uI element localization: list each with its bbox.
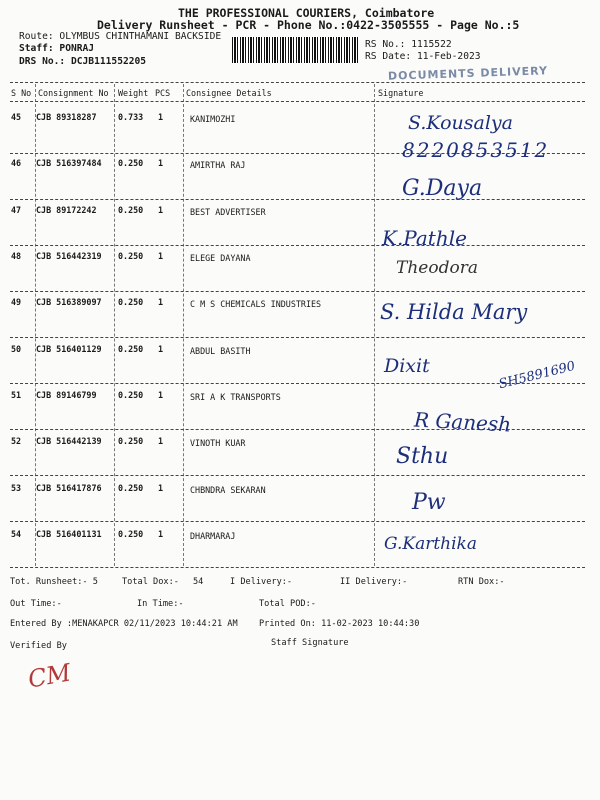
entered-by: Entered By :MENAKAPCR 02/11/2023 10:44:21 AM xyxy=(10,619,238,629)
route-label: Route: OLYMBUS CHINTHAMANI BACKSIDE xyxy=(19,31,222,42)
rs-number: RS No.: 1115522 xyxy=(365,39,452,50)
total-dox-value: 54 xyxy=(193,577,204,587)
row-sno: 51 xyxy=(11,390,22,400)
row-consignee: DHARMARAJ xyxy=(190,531,236,541)
row-pcs: 1 xyxy=(158,158,164,168)
header-rule xyxy=(10,101,585,102)
row-pcs: 1 xyxy=(158,251,164,261)
row-weight: 0.250 xyxy=(118,529,144,539)
barcode xyxy=(232,37,360,63)
row-consignment: CJB 516442319 xyxy=(36,251,102,261)
row-consignment: CJB 516417876 xyxy=(36,483,102,493)
row-consignee: ELEGE DAYANA xyxy=(190,253,251,263)
documents-delivery-stamp: DOCUMENTS DELIVERY xyxy=(387,64,549,83)
in-time: In Time:- xyxy=(137,599,184,609)
row-weight: 0.250 xyxy=(118,205,144,215)
total-pod: Total POD:- xyxy=(259,599,316,609)
signature-handwriting: 8220853512 xyxy=(402,138,550,162)
row-sno: 47 xyxy=(11,205,22,215)
row-consignment: CJB 516401129 xyxy=(36,344,102,354)
row-weight: 0.250 xyxy=(118,158,144,168)
rtn-dox: RTN Dox:- xyxy=(458,577,505,587)
row-weight: 0.733 xyxy=(118,112,144,122)
table-top-rule xyxy=(10,82,585,83)
staff-label: Staff: PONRAJ xyxy=(19,43,95,54)
staff-signature-label: Staff Signature xyxy=(271,638,349,648)
tot-runsheet: Tot. Runsheet:- 5 xyxy=(10,577,98,587)
row-sno: 45 xyxy=(11,112,22,122)
company-title: THE PROFESSIONAL COURIERS, Coimbatore xyxy=(178,6,435,20)
row-pcs: 1 xyxy=(158,205,164,215)
printed-on: Printed On: 11-02-2023 10:44:30 xyxy=(259,619,420,629)
row-rule xyxy=(10,521,585,522)
row-consignee: CHBNDRA SEKARAN xyxy=(190,485,266,495)
row-consignment: CJB 516389097 xyxy=(36,297,102,307)
row-weight: 0.250 xyxy=(118,344,144,354)
header-pcs: PCS xyxy=(155,88,171,98)
signature-handwriting: Sthu xyxy=(396,444,449,469)
row-sno: 50 xyxy=(11,344,22,354)
ii-delivery: II Delivery:- xyxy=(340,577,408,587)
out-time: Out Time:- xyxy=(10,599,62,609)
row-pcs: 1 xyxy=(158,436,164,446)
column-divider xyxy=(35,84,36,566)
signature-handwriting: Dixit xyxy=(384,355,430,377)
row-weight: 0.250 xyxy=(118,483,144,493)
signature-handwriting: SH5891690 xyxy=(497,358,577,393)
drs-number: DRS No.: DCJB111552205 xyxy=(19,56,147,67)
signature-handwriting: G.Daya xyxy=(402,176,483,201)
column-divider xyxy=(183,84,184,566)
row-rule xyxy=(10,245,585,246)
column-divider xyxy=(374,84,375,566)
signature-handwriting: S. Hilda Mary xyxy=(380,300,528,324)
row-consignment: CJB 516397484 xyxy=(36,158,102,168)
row-consignee: SRI A K TRANSPORTS xyxy=(190,392,281,402)
row-sno: 54 xyxy=(11,529,22,539)
row-pcs: 1 xyxy=(158,529,164,539)
row-rule xyxy=(10,337,585,338)
i-delivery: I Delivery:- xyxy=(230,577,293,587)
row-weight: 0.250 xyxy=(118,436,144,446)
header-signature: Signature xyxy=(378,88,424,98)
row-pcs: 1 xyxy=(158,112,164,122)
rs-date: RS Date: 11-Feb-2023 xyxy=(365,51,481,62)
header-consignment: Consignment No xyxy=(38,88,109,98)
row-consignment: CJB 516401131 xyxy=(36,529,102,539)
row-sno: 48 xyxy=(11,251,22,261)
verified-initials: CM xyxy=(25,658,74,694)
row-weight: 0.250 xyxy=(118,390,144,400)
signature-handwriting: K.Pathle xyxy=(382,226,467,250)
row-sno: 52 xyxy=(11,436,22,446)
row-consignment: CJB 89318287 xyxy=(36,112,97,122)
signature-handwriting: G.Karthika xyxy=(384,534,477,554)
table-bottom-rule xyxy=(10,567,585,568)
row-pcs: 1 xyxy=(158,297,164,307)
header-consignee: Consignee Details xyxy=(186,88,272,98)
row-pcs: 1 xyxy=(158,344,164,354)
signature-handwriting: Pw xyxy=(412,490,446,515)
row-sno: 53 xyxy=(11,483,22,493)
signature-handwriting: S.Kousalya xyxy=(408,112,513,134)
row-consignment: CJB 89172242 xyxy=(36,205,97,215)
row-consignee: ABDUL BASITH xyxy=(190,346,251,356)
row-sno: 46 xyxy=(11,158,22,168)
row-weight: 0.250 xyxy=(118,297,144,307)
total-dox-label: Total Dox:- xyxy=(122,577,179,587)
row-pcs: 1 xyxy=(158,390,164,400)
row-consignment: CJB 89146799 xyxy=(36,390,97,400)
verified-by: Verified By xyxy=(10,641,67,651)
row-rule xyxy=(10,475,585,476)
row-consignee: VINOTH KUAR xyxy=(190,438,246,448)
row-consignee: C M S CHEMICALS INDUSTRIES xyxy=(190,299,322,309)
row-weight: 0.250 xyxy=(118,251,144,261)
header-sno: S No xyxy=(11,88,32,98)
row-consignment: CJB 516442139 xyxy=(36,436,102,446)
row-rule xyxy=(10,291,585,292)
signature-handwriting: Theodora xyxy=(396,258,478,278)
row-sno: 49 xyxy=(11,297,22,307)
signature-handwriting: R Ganesh xyxy=(413,407,512,437)
row-consignee: AMIRTHA RAJ xyxy=(190,160,246,170)
row-consignee: KANIMOZHI xyxy=(190,114,236,124)
row-consignee: BEST ADVERTISER xyxy=(190,207,266,217)
row-pcs: 1 xyxy=(158,483,164,493)
runsheet-title: Delivery Runsheet - PCR - Phone No.:0422-3505555 - Page No.:5 xyxy=(97,18,520,32)
header-weight: Weight xyxy=(118,88,149,98)
column-divider xyxy=(114,84,115,566)
row-rule xyxy=(10,199,585,200)
